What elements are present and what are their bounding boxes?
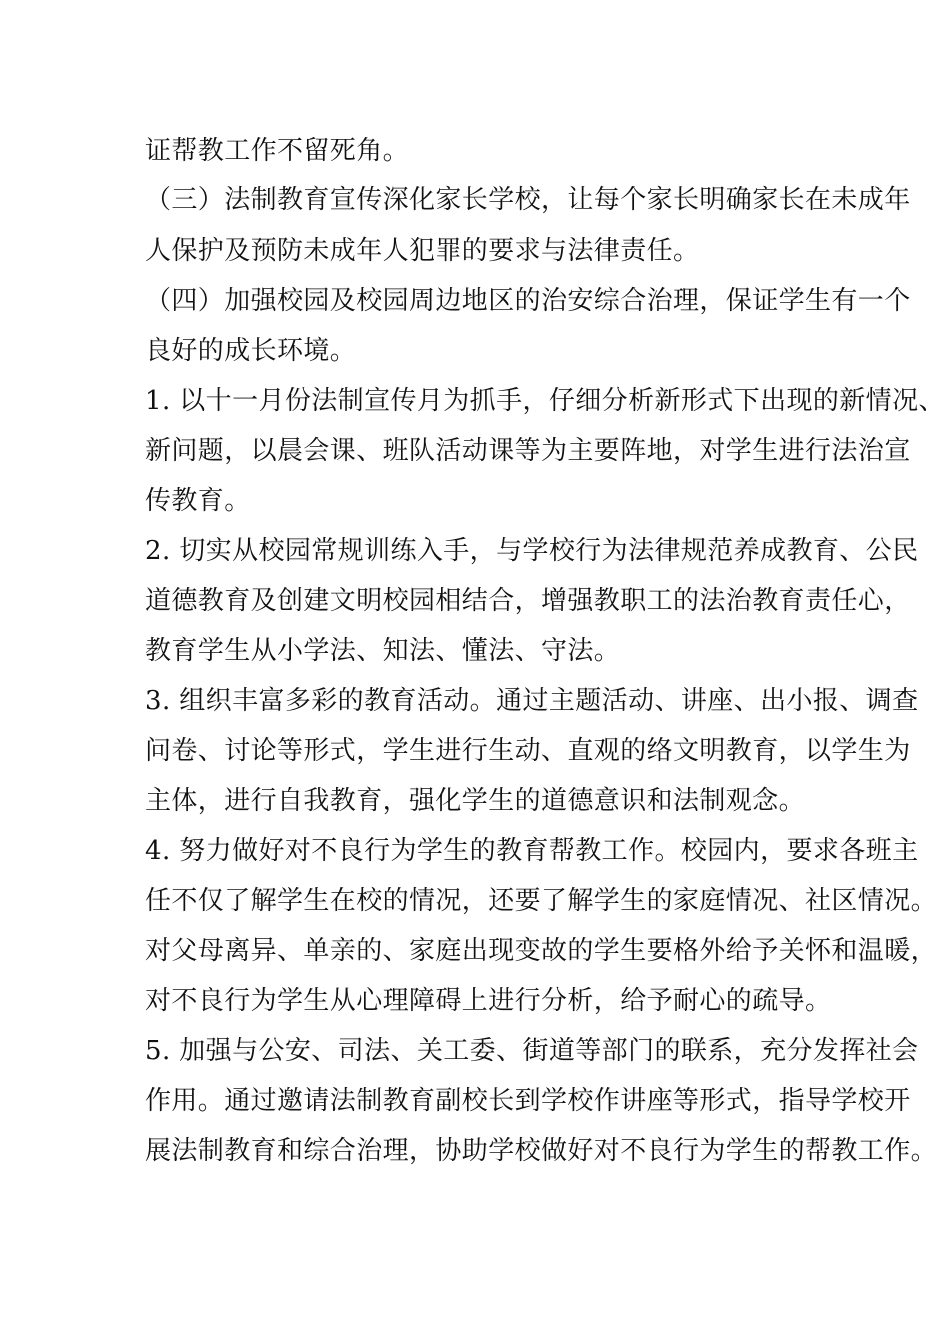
text-line: 1. 以十一月份法制宣传月为抓手，仔细分析新形式下出现的新情况、 [145,386,945,416]
text-line: （四）加强校园及校园周边地区的治安综合治理，保证学生有一个 [145,286,911,316]
text-line: 问卷、讨论等形式，学生进行生动、直观的络文明教育，以学生为 [145,736,911,766]
text-line: （三）法制教育宣传深化家长学校，让每个家长明确家长在未成年 [145,185,911,215]
text-line: 对不良行为学生从心理障碍上进行分析，给予耐心的疏导。 [145,986,832,1016]
text-line: 新问题，以晨会课、班队活动课等为主要阵地，对学生进行法治宣 [145,436,911,466]
text-line: 教育学生从小学法、知法、懂法、守法。 [145,636,621,666]
text-line: 主体，进行自我教育，强化学生的道德意识和法制观念。 [145,786,806,816]
text-line: 对父母离异、单亲的、家庭出现变故的学生要格外给予关怀和温暖， [145,936,938,966]
text-line: 5. 加强与公安、司法、关工委、街道等部门的联系，充分发挥社会 [145,1036,919,1066]
text-line: 人保护及预防未成年人犯罪的要求与法律责任。 [145,236,700,266]
text-line: 良好的成长环境。 [145,336,357,366]
text-line: 证帮教工作不留死角。 [145,136,410,166]
text-line: 4. 努力做好对不良行为学生的教育帮教工作。校园内，要求各班主 [145,836,919,866]
text-line: 传教育。 [145,486,251,516]
text-line: 道德教育及创建文明校园相结合，增强教职工的法治教育责任心， [145,586,911,616]
text-line: 作用。通过邀请法制教育副校长到学校作讲座等形式，指导学校开 [145,1086,911,1116]
text-line: 3. 组织丰富多彩的教育活动。通过主题活动、讲座、出小报、调查 [145,686,919,716]
text-line: 2. 切实从校园常规训练入手，与学校行为法律规范养成教育、公民 [145,536,919,566]
text-line: 展法制教育和综合治理，协助学校做好对不良行为学生的帮教工作。 [145,1136,938,1166]
text-line: 任不仅了解学生在校的情况，还要了解学生的家庭情况、社区情况。 [145,886,938,916]
